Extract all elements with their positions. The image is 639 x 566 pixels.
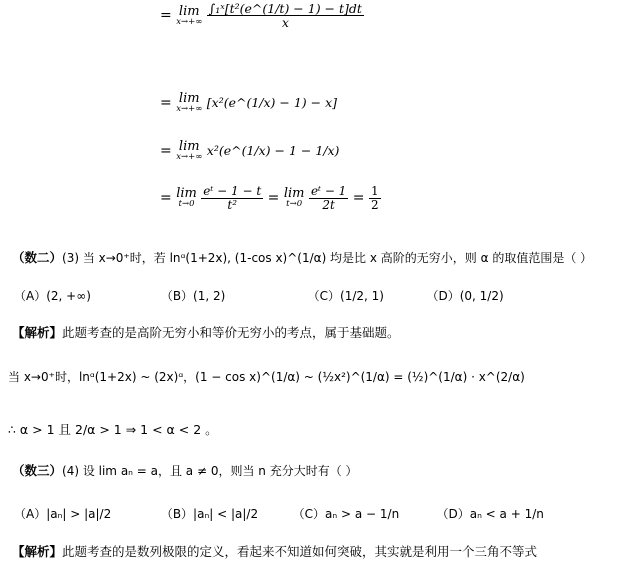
question-2-options (14, 287, 504, 304)
question-3 (12, 461, 358, 479)
option-b: （B）|aₙ| < |a|/2 (160, 507, 259, 521)
question-stem: (4) 设 lim aₙ = a，且 a ≠ 0，则当 n 充分大时有（ ） (62, 464, 358, 478)
numerator: ∫₁ˣ[t²(e^(1/t) − 1) − t]dt (208, 1, 362, 16)
option-a: （A）(2, +∞) (14, 289, 91, 303)
denominator: x (281, 15, 289, 31)
question-tag: （数二） (12, 250, 63, 265)
option-a: （A）|aₙ| > |a|/2 (14, 507, 112, 521)
denominator: 2 (370, 197, 379, 212)
limit-operator: lim t→0 (176, 186, 197, 210)
equivalence-statement: 当 x→0⁺时，lnᵅ(1+2x) ~ (2x)ᵅ，(1 − cos x)^(1/α) ~ (½x²)^(1/α) = (½)^(1/α) · x^(2/α) (8, 370, 525, 384)
option-d: （D）(0, 1/2) (426, 289, 504, 303)
derivation-line-3 (160, 140, 339, 162)
equals-sign: = (352, 190, 365, 207)
option-c: （C）(1/2, 1) (307, 289, 384, 303)
fraction (201, 185, 263, 211)
limit-operator: lim x→+∞ (176, 139, 203, 162)
derivation-line-4 (160, 185, 381, 211)
limit-operator: lim x→+∞ (176, 3, 203, 27)
question-stem: (3) 当 x→0⁺时，若 lnᵅ(1+2x), (1-cos x)^(1/α) 均是比 x 高阶的无穷小，则 α 的取值范围是（ ） (62, 251, 593, 265)
numerator: 1 (370, 184, 379, 198)
option-b: （B）(1, 2) (160, 289, 226, 303)
equals-sign: = (160, 142, 172, 159)
analysis-tag: 【解析】 (12, 544, 63, 559)
analysis-tag: 【解析】 (12, 325, 63, 340)
option-c: （C）aₙ > a − 1/n (292, 507, 400, 521)
equals-sign: = (160, 190, 172, 207)
equals-sign: = (160, 7, 172, 24)
limit-operator: lim t→0 (283, 186, 305, 210)
analysis-1-line-a (8, 368, 525, 385)
fraction (309, 185, 348, 211)
analysis-text: 此题考查的是高阶无穷小和等价无穷小的考点，属于基础题。 (62, 325, 400, 340)
derivation-line-2 (160, 92, 337, 114)
expression: x²(e^(1/x) − 1 − 1/x) (206, 142, 340, 158)
option-d: （D）aₙ < a + 1/n (436, 507, 544, 521)
analysis-1 (12, 323, 400, 341)
equals-sign: = (160, 94, 172, 111)
derivation-line-1 (160, 2, 364, 29)
question-3-options (14, 505, 544, 522)
analysis-2 (12, 542, 537, 560)
fraction (369, 185, 381, 211)
question-tag: （数三） (12, 463, 63, 478)
analysis-text: 此题考查的是数列极限的定义，看起来不知道如何突破，其实就是利用一个三角不等式 (62, 544, 538, 559)
denominator: 2t (322, 197, 335, 212)
numerator: eᵗ − 1 − t (203, 184, 262, 198)
equals-sign: = (267, 190, 280, 207)
numerator: eᵗ − 1 (310, 184, 347, 198)
analysis-1-line-b (8, 420, 218, 438)
expression: [x²(e^(1/x) − 1) − x] (206, 94, 338, 110)
fraction (207, 2, 364, 29)
conclusion-statement: ∴ α > 1 且 2/α > 1 ⇒ 1 < α < 2 。 (8, 422, 218, 437)
limit-operator: lim x→+∞ (176, 91, 203, 114)
question-2 (12, 248, 592, 266)
denominator: t² (227, 197, 238, 212)
